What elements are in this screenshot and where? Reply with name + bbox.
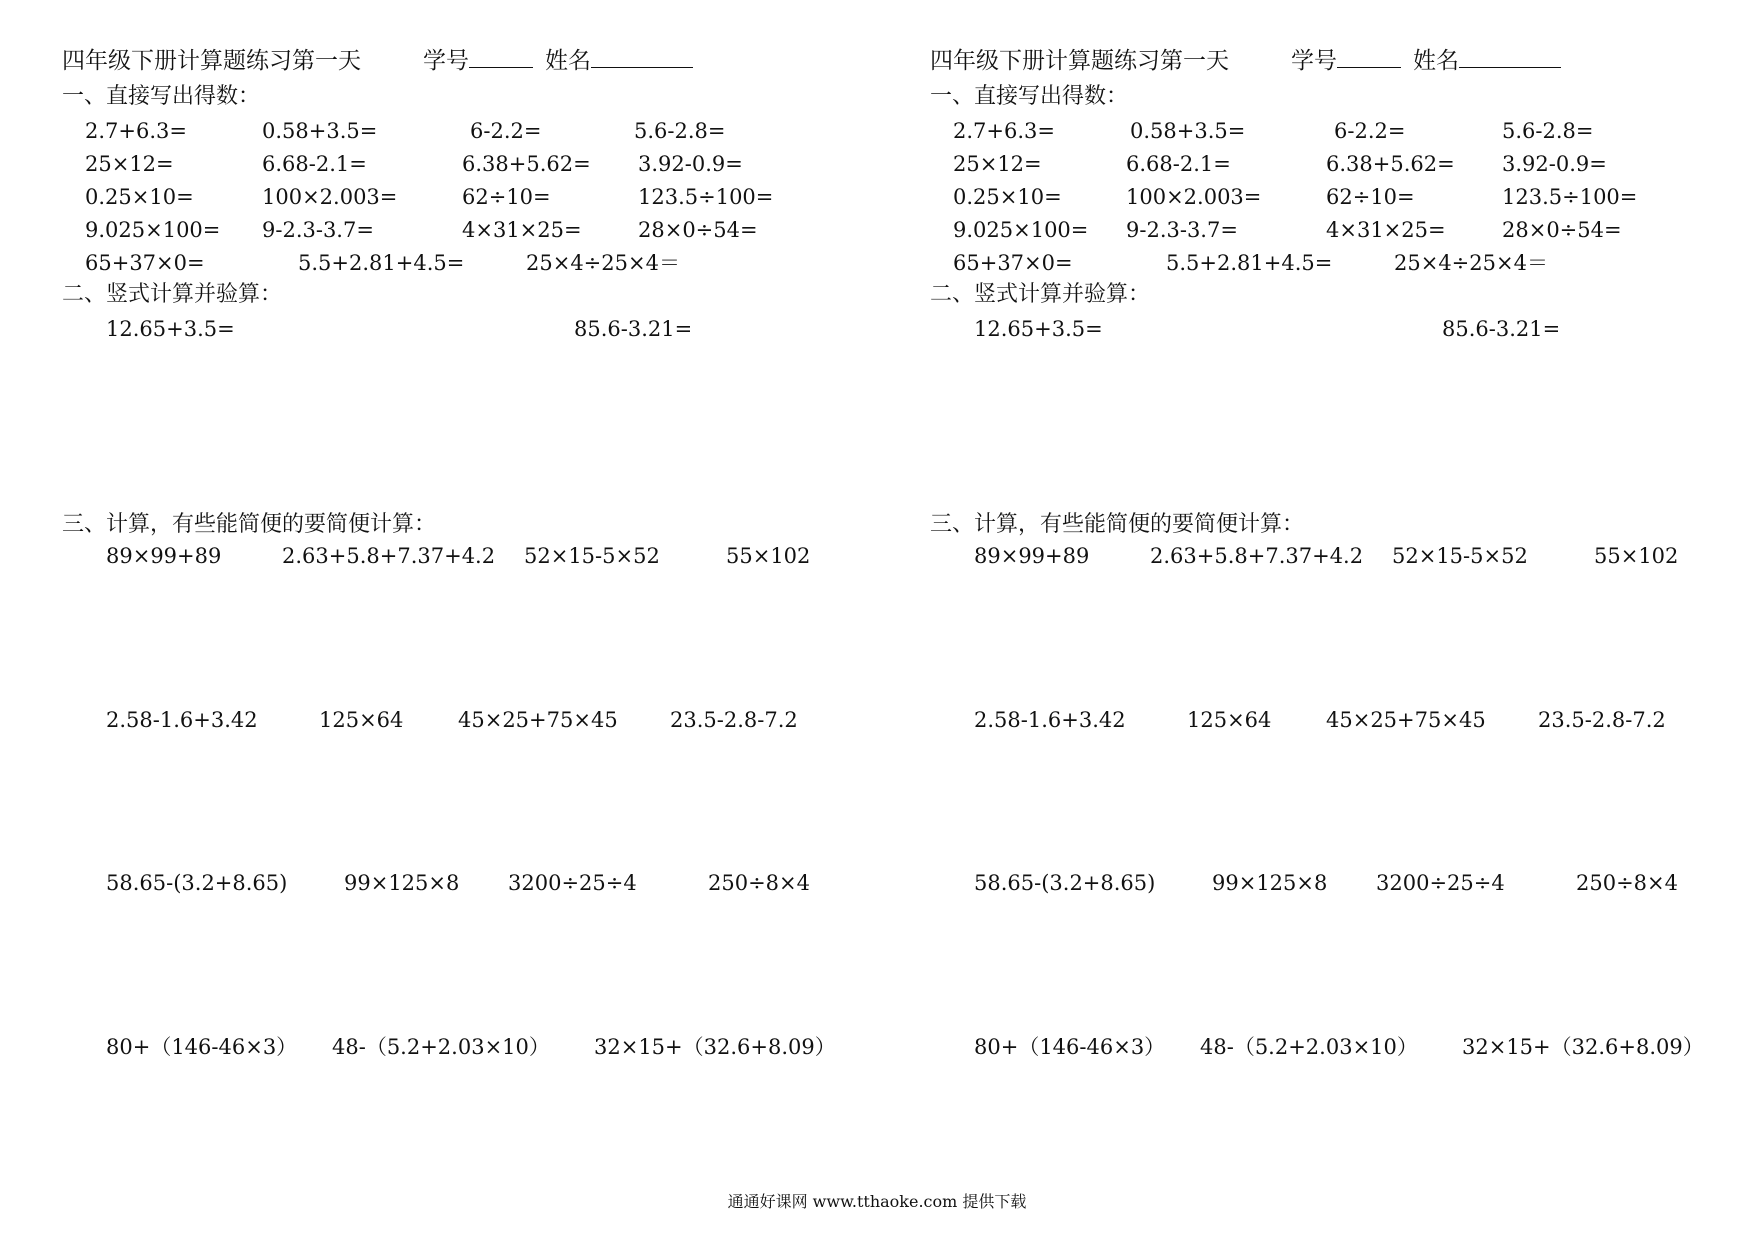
problem: 48-（5.2+2.03×10） xyxy=(1200,1035,1418,1059)
problem: 9.025×100= xyxy=(85,218,221,242)
section3-heading: 三、计算，有些能简便的要简便计算： xyxy=(930,512,1305,537)
worksheet-right xyxy=(868,0,1745,1180)
problem: 89×99+89 xyxy=(106,544,222,568)
problem: 6-2.2= xyxy=(470,119,542,143)
problem: 25×4÷25×4＝ xyxy=(526,251,680,275)
problem: 2.63+5.8+7.37+4.2 xyxy=(282,544,496,568)
problem: 125×64 xyxy=(1187,708,1272,732)
problem: 62÷10= xyxy=(462,185,551,209)
problem: 9.025×100= xyxy=(953,218,1089,242)
problem: 52×15-5×52 xyxy=(1392,544,1528,568)
footer-credit: 通通好课网 www.tthaoke.com 提供下载 xyxy=(727,1192,1027,1211)
student-number-label: 学号 xyxy=(423,48,469,74)
problem: 2.63+5.8+7.37+4.2 xyxy=(1150,544,1364,568)
problem: 55×102 xyxy=(1594,544,1679,568)
problem: 5.6-2.8= xyxy=(634,119,726,143)
problem: 52×15-5×52 xyxy=(524,544,660,568)
problem: 9-2.3-3.7= xyxy=(262,218,374,242)
problem: 65+37×0= xyxy=(85,251,205,275)
problem: 58.65-(3.2+8.65) xyxy=(974,871,1156,895)
problem: 5.6-2.8= xyxy=(1502,119,1594,143)
problem: 80+（146-46×3） xyxy=(974,1035,1166,1059)
problem: 100×2.003= xyxy=(1126,185,1262,209)
problem: 89×99+89 xyxy=(974,544,1090,568)
problem: 6.38+5.62= xyxy=(1326,152,1455,176)
problem: 2.7+6.3= xyxy=(953,119,1055,143)
problem: 25×4÷25×4＝ xyxy=(1394,251,1548,275)
problem: 12.65+3.5= xyxy=(106,317,235,341)
problem: 23.5-2.8-7.2 xyxy=(1538,708,1666,732)
name-label: 姓名 xyxy=(545,48,591,74)
problem: 45×25+75×45 xyxy=(458,708,618,732)
problem: 55×102 xyxy=(726,544,811,568)
problem: 6.68-2.1= xyxy=(262,152,367,176)
problem: 2.7+6.3= xyxy=(85,119,187,143)
student-number-label: 学号 xyxy=(1291,48,1337,74)
problem: 28×0÷54= xyxy=(638,218,758,242)
problem: 85.6-3.21= xyxy=(1442,317,1561,341)
problem: 48-（5.2+2.03×10） xyxy=(332,1035,550,1059)
problem: 3200÷25÷4 xyxy=(1376,871,1505,895)
problem: 6-2.2= xyxy=(1334,119,1406,143)
problem: 99×125×8 xyxy=(344,871,460,895)
section2-heading: 二、竖式计算并验算： xyxy=(930,282,1151,307)
worksheet-title: 四年级下册计算题练习第一天 xyxy=(930,48,1229,74)
problem: 3.92-0.9= xyxy=(1502,152,1607,176)
problem: 23.5-2.8-7.2 xyxy=(670,708,798,732)
worksheet-title: 四年级下册计算题练习第一天 xyxy=(62,48,361,74)
problem: 32×15+（32.6+8.09） xyxy=(1462,1035,1704,1059)
problem: 25×12= xyxy=(85,152,174,176)
problem: 4×31×25= xyxy=(462,218,582,242)
section3-heading: 三、计算，有些能简便的要简便计算： xyxy=(62,512,437,537)
problem: 3.92-0.9= xyxy=(638,152,743,176)
student-number-blank[interactable] xyxy=(469,49,533,68)
problem: 0.25×10= xyxy=(85,185,194,209)
problem: 9-2.3-3.7= xyxy=(1126,218,1238,242)
problem: 28×0÷54= xyxy=(1502,218,1622,242)
section1-heading: 一、直接写出得数： xyxy=(62,84,261,109)
problem: 0.58+3.5= xyxy=(262,119,378,143)
problem: 3200÷25÷4 xyxy=(508,871,637,895)
problem: 123.5÷100= xyxy=(1502,185,1638,209)
problem: 85.6-3.21= xyxy=(574,317,693,341)
problem: 6.68-2.1= xyxy=(1126,152,1231,176)
section1-heading: 一、直接写出得数： xyxy=(930,84,1129,109)
problem: 25×12= xyxy=(953,152,1042,176)
problem: 58.65-(3.2+8.65) xyxy=(106,871,288,895)
worksheet-header xyxy=(930,48,1561,74)
problem: 4×31×25= xyxy=(1326,218,1446,242)
problem: 12.65+3.5= xyxy=(974,317,1103,341)
problem: 62÷10= xyxy=(1326,185,1415,209)
problem: 80+（146-46×3） xyxy=(106,1035,298,1059)
problem: 2.58-1.6+3.42 xyxy=(106,708,258,732)
problem: 6.38+5.62= xyxy=(462,152,591,176)
problem: 45×25+75×45 xyxy=(1326,708,1486,732)
problem: 100×2.003= xyxy=(262,185,398,209)
problem: 0.25×10= xyxy=(953,185,1062,209)
problem: 2.58-1.6+3.42 xyxy=(974,708,1126,732)
problem: 32×15+（32.6+8.09） xyxy=(594,1035,836,1059)
problem: 250÷8×4 xyxy=(708,871,810,895)
worksheet-header xyxy=(62,48,693,74)
name-blank[interactable] xyxy=(591,49,693,68)
problem: 5.5+2.81+4.5= xyxy=(298,251,465,275)
worksheet-left xyxy=(0,0,877,1180)
problem: 250÷8×4 xyxy=(1576,871,1678,895)
problem: 99×125×8 xyxy=(1212,871,1328,895)
name-blank[interactable] xyxy=(1459,49,1561,68)
student-number-blank[interactable] xyxy=(1337,49,1401,68)
problem: 5.5+2.81+4.5= xyxy=(1166,251,1333,275)
problem: 123.5÷100= xyxy=(638,185,774,209)
problem: 125×64 xyxy=(319,708,404,732)
problem: 65+37×0= xyxy=(953,251,1073,275)
name-label: 姓名 xyxy=(1413,48,1459,74)
problem: 0.58+3.5= xyxy=(1130,119,1246,143)
section2-heading: 二、竖式计算并验算： xyxy=(62,282,283,307)
